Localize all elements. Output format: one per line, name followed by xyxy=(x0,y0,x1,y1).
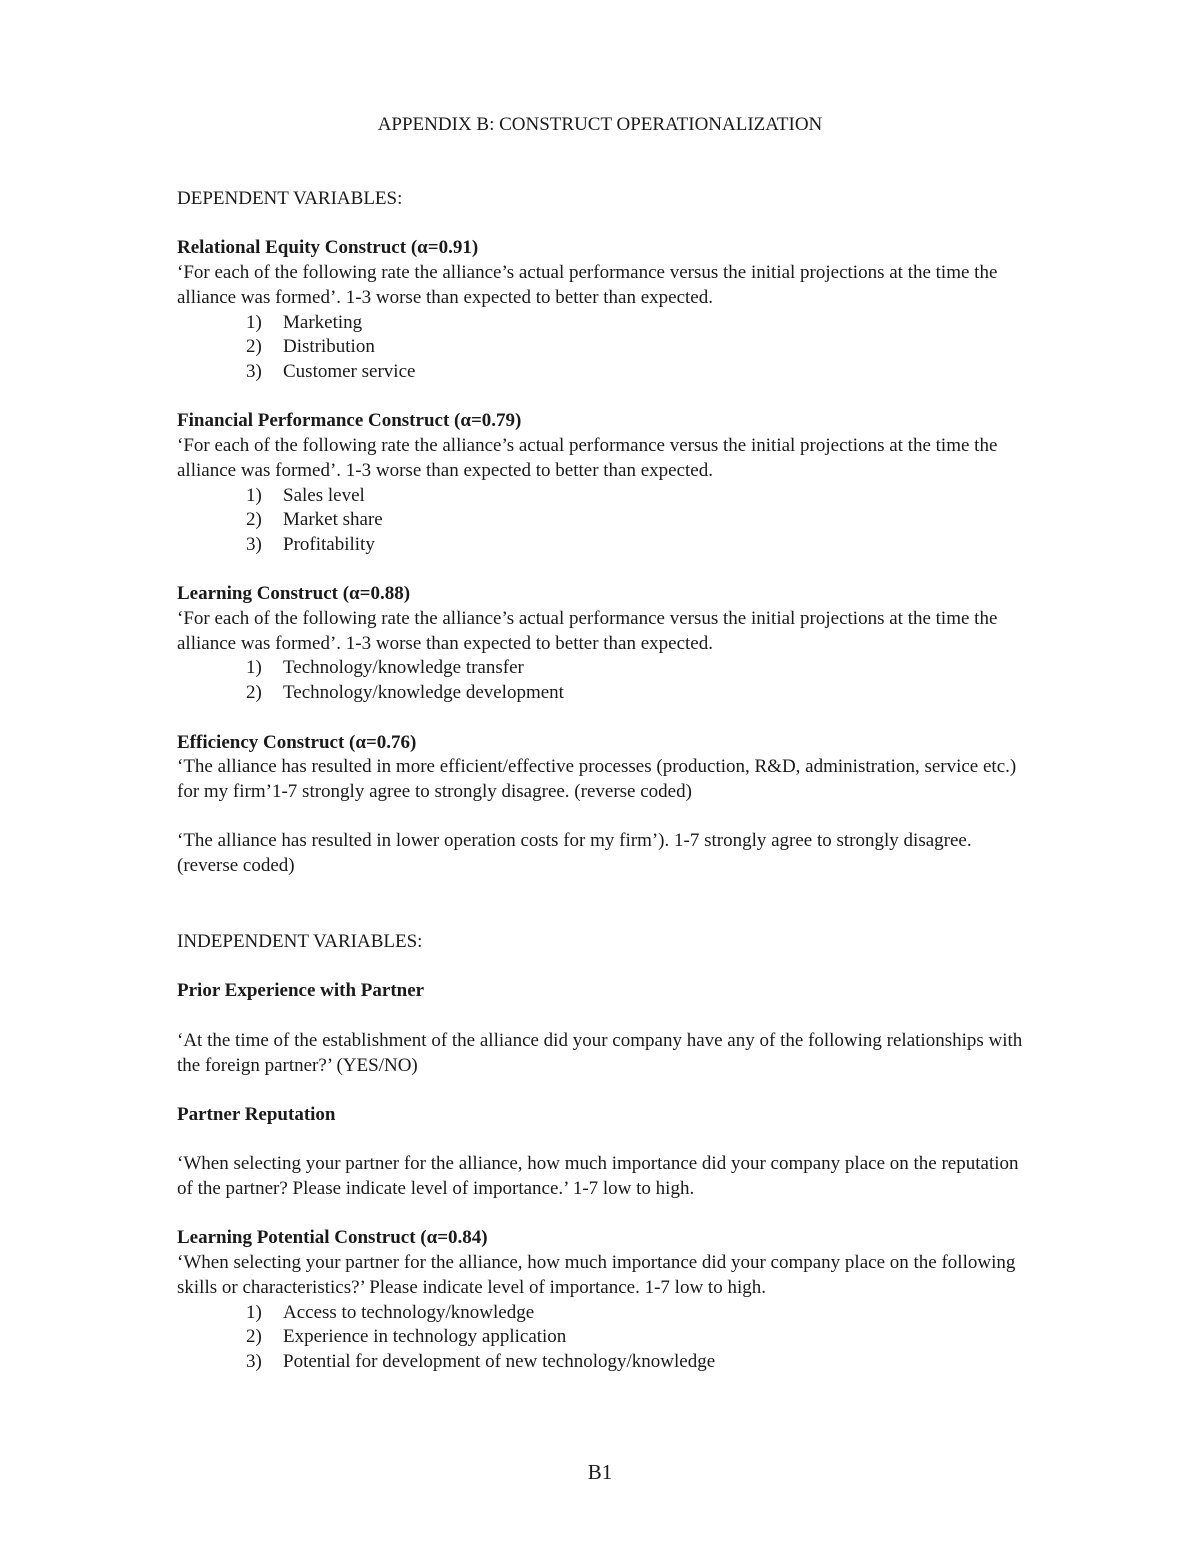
list-marker: 3) xyxy=(246,533,262,555)
list-item xyxy=(177,335,1027,360)
efficiency-text-1: ‘The alliance has resulted in more efficient/effective processes (production, R&D, administration, service etc.) for my firm’1-7 strongly agree to strongly disagree. (reverse coded) xyxy=(177,756,1017,802)
prior-experience-text: ‘At the time of the establishment of the alliance did your company have any of the following relationships with the foreign partner?’ (YES/NO) xyxy=(177,1029,1023,1076)
list-marker: 2) xyxy=(246,336,262,358)
efficiency-text-2: ‘The alliance has resulted in lower operation costs for my firm’). 1-7 strongly agree to strongly disagree. (reverse coded) xyxy=(177,830,972,876)
partner-reputation-text: ‘When selecting your partner for the alliance, how much importance did your company place on the reputation of the partner? Please indicate level of importance.’ 1-7 low to high. xyxy=(177,1153,1019,1200)
list-marker: 1) xyxy=(246,484,262,506)
list-item-text: Experience in technology application xyxy=(283,1326,567,1348)
dependent-variables-heading: DEPENDENT VARIABLES: xyxy=(177,188,403,210)
document-page xyxy=(177,113,1027,1375)
relational-equity-text: ‘For each of the following rate the alliance’s actual performance versus the initial projections at the time the alliance was formed’. 1-3 worse than expected to better than expected. xyxy=(177,262,998,308)
list-item xyxy=(177,360,1027,385)
list-marker: 1) xyxy=(246,657,262,679)
appendix-title: APPENDIX B: CONSTRUCT OPERATIONALIZATION xyxy=(377,114,823,135)
relational-equity-list xyxy=(177,311,1027,385)
list-marker: 3) xyxy=(246,1350,262,1372)
learning-construct-title: Learning Construct (α=0.88) xyxy=(177,583,411,605)
relational-equity-title: Relational Equity Construct (α=0.91) xyxy=(177,237,479,259)
list-item-text: Customer service xyxy=(283,361,416,382)
list-marker: 2) xyxy=(246,1326,262,1348)
list-item xyxy=(177,656,1027,681)
list-item xyxy=(177,311,1027,336)
financial-performance-title: Financial Performance Construct (α=0.79) xyxy=(177,410,522,432)
list-item-text: Marketing xyxy=(283,311,363,333)
list-item xyxy=(177,681,1027,706)
list-item-text: Sales level xyxy=(283,484,365,506)
list-item-text: Access to technology/knowledge xyxy=(283,1301,535,1323)
list-item-text: Profitability xyxy=(283,533,375,555)
list-item-text: Market share xyxy=(283,509,383,531)
list-item xyxy=(177,508,1027,533)
financial-performance-text: ‘For each of the following rate the alliance’s actual performance versus the initial projections at the time the alliance was formed’. 1-3 worse than expected to better than expected. xyxy=(177,435,998,481)
learning-construct-text: ‘For each of the following rate the alliance’s actual performance versus the initial projections at the time the alliance was formed’. 1-3 worse than expected to better than expected. xyxy=(177,608,998,654)
independent-variables-heading: INDEPENDENT VARIABLES: xyxy=(177,931,423,953)
list-item-text: Potential for development of new technology/knowledge xyxy=(283,1350,716,1372)
learning-construct-list xyxy=(177,656,1027,705)
list-item xyxy=(177,1325,1027,1350)
list-item xyxy=(177,484,1027,509)
financial-performance-list xyxy=(177,484,1027,558)
prior-experience-title: Prior Experience with Partner xyxy=(177,980,425,1002)
list-marker: 3) xyxy=(246,361,262,382)
list-item xyxy=(177,533,1027,558)
list-item-text: Technology/knowledge development xyxy=(283,682,564,704)
list-marker: 2) xyxy=(246,682,262,704)
partner-reputation-title: Partner Reputation xyxy=(177,1103,336,1125)
list-marker: 1) xyxy=(246,1301,262,1323)
page-number: B1 xyxy=(587,1460,613,1484)
list-marker: 2) xyxy=(246,509,262,531)
list-item xyxy=(177,1350,1027,1375)
list-marker: 1) xyxy=(246,311,262,333)
list-item xyxy=(177,1301,1027,1326)
learning-potential-text: ‘When selecting your partner for the alliance, how much importance did your company place on the following skills or characteristics?’ Please indicate level of importance. 1-7 low to high. xyxy=(177,1252,1016,1298)
learning-potential-title: Learning Potential Construct (α=0.84) xyxy=(177,1227,488,1249)
efficiency-construct-title: Efficiency Construct (α=0.76) xyxy=(177,731,417,753)
list-item-text: Distribution xyxy=(283,336,375,358)
learning-potential-list xyxy=(177,1301,1027,1375)
list-item-text: Technology/knowledge transfer xyxy=(283,657,524,679)
